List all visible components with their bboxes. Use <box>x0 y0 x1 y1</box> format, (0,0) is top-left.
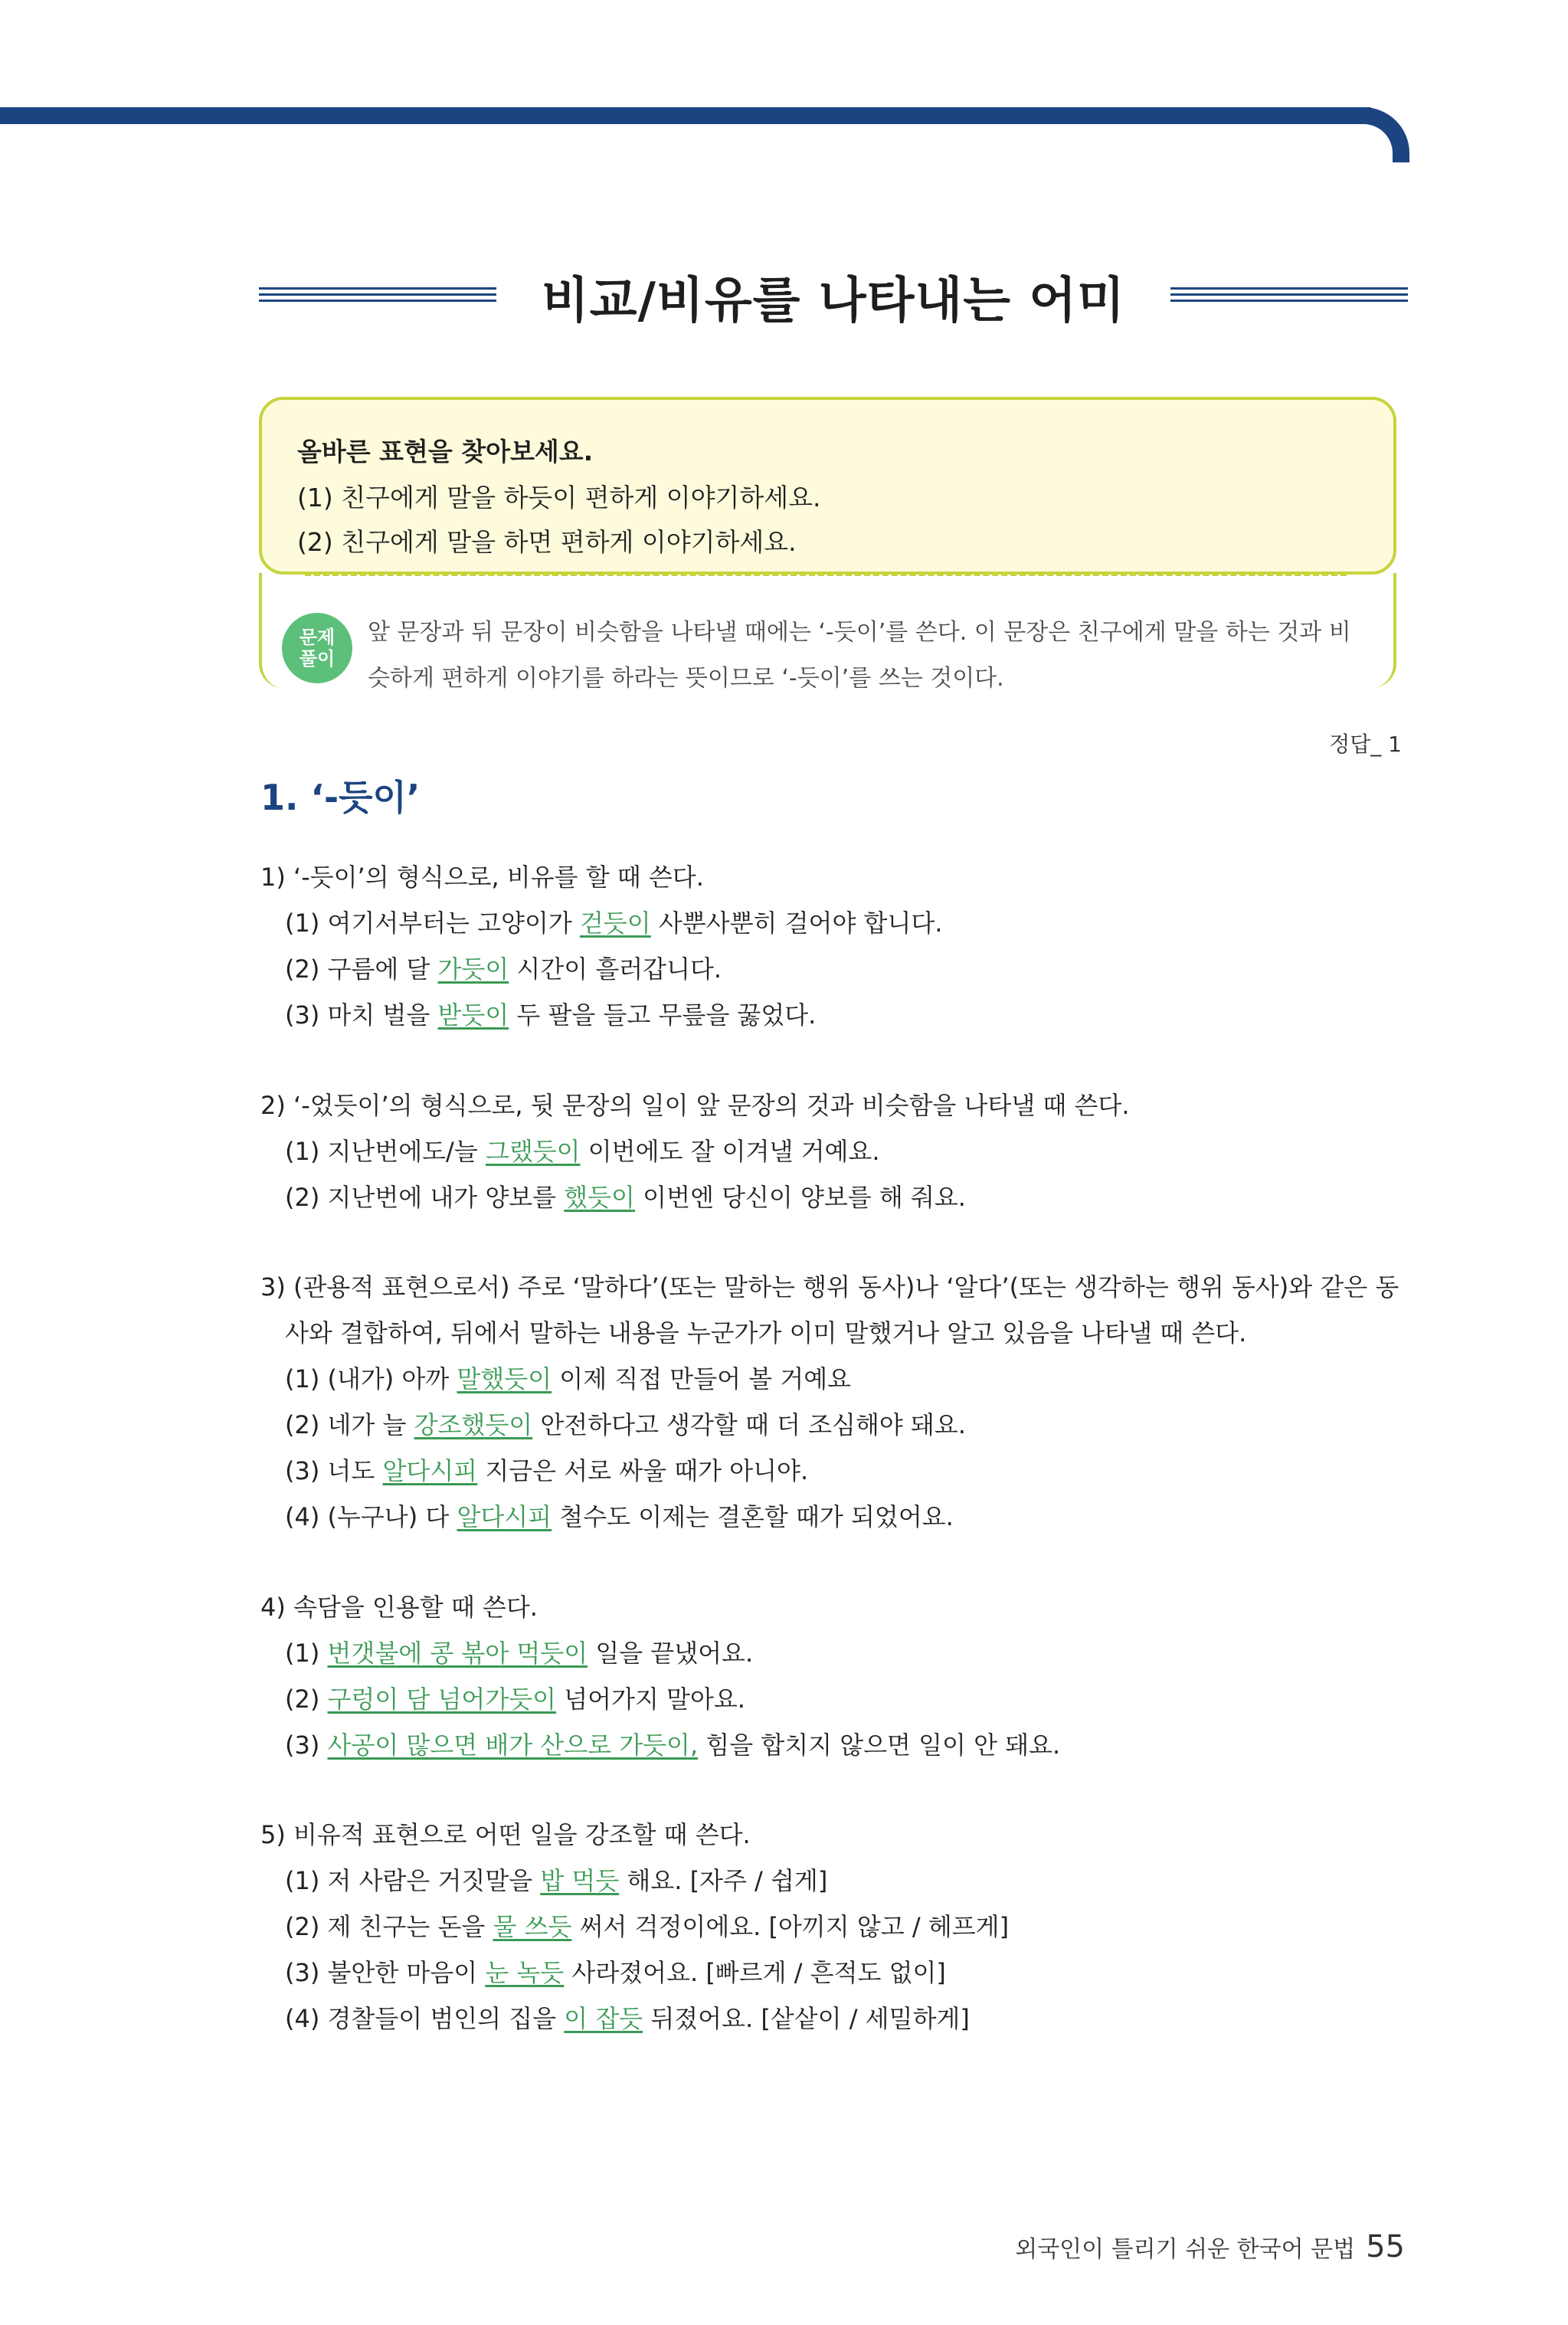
example-sentence <box>285 1953 946 1989</box>
example-sentence <box>285 1634 753 1669</box>
highlighted-expression: 했듯이 <box>564 1183 635 1212</box>
example-sentence <box>285 1178 966 1213</box>
line-text: (4) (누구나) 다 <box>285 1502 457 1531</box>
badge-label-top: 문제 <box>299 627 336 648</box>
line-text: (1) 여기서부터는 고양이가 <box>285 909 580 938</box>
example-sentence <box>285 1999 970 2035</box>
page-number: 55 <box>1366 2229 1405 2264</box>
explanation-line-1: 앞 문장과 뒤 문장이 비슷함을 나타낼 때에는 ‘-듯이’를 쓴다. 이 문장은 친구에게 말을 하는 것과 비 <box>368 619 1351 646</box>
title-rule-right <box>1170 287 1408 304</box>
line-text: (3) 마치 벌을 <box>285 1000 438 1030</box>
dashed-divider <box>305 573 1347 576</box>
highlighted-expression: 받듯이 <box>437 1000 509 1030</box>
line-text: (1) (내가) 아까 <box>285 1364 457 1393</box>
highlighted-expression: 걷듯이 <box>579 909 651 938</box>
question-box <box>259 397 1396 575</box>
highlighted-expression: 밥 먹듯 <box>540 1866 620 1895</box>
question-option-2: (2) 친구에게 말을 하면 편하게 이야기하세요. <box>297 527 797 557</box>
line-text-after: 시간이 흘러갑니다. <box>509 955 722 984</box>
line-text-after: 일을 끝냈어요. <box>588 1639 754 1668</box>
rule-description <box>260 858 704 893</box>
highlighted-expression: 강조했듯이 <box>414 1410 533 1439</box>
highlighted-expression: 가듯이 <box>437 955 509 984</box>
page-title: 비교/비유를 나타내는 어미 <box>541 273 1125 329</box>
highlighted-expression: 그랬듯이 <box>485 1137 581 1166</box>
highlighted-expression: 번갯불에 콩 볶아 먹듯이 <box>327 1639 588 1668</box>
line-text: (3) <box>285 1731 328 1760</box>
line-text: (4) 경찰들이 범인의 집을 <box>285 2004 565 2033</box>
example-sentence <box>285 904 942 939</box>
line-text: (2) 제 친구는 돈을 <box>285 1912 493 1941</box>
line-text: 1) ‘-듯이’의 형식으로, 비유를 할 때 쓴다. <box>260 863 704 892</box>
line-text-after: 뒤졌어요. [샅샅이 / 세밀하게] <box>643 2004 970 2033</box>
line-text: (2) 지난번에 내가 양보를 <box>285 1183 565 1212</box>
rule-description <box>285 1314 1246 1349</box>
answer-label: 정답_ 1 <box>1329 732 1402 757</box>
line-text: (1) 저 사람은 거짓말을 <box>285 1866 541 1895</box>
line-text: (3) 불안한 마음이 <box>285 1958 486 1987</box>
highlighted-expression: 이 잡듯 <box>564 2004 643 2033</box>
example-sentence <box>285 1406 966 1441</box>
line-text-after: 사뿐사뿐히 걸어야 합니다. <box>650 909 943 938</box>
rule-description <box>260 1816 751 1851</box>
question-title: 올바른 표현을 찾아보세요. <box>297 437 594 467</box>
example-sentence <box>285 950 722 985</box>
line-text: 3) (관용적 표현으로서) 주로 ‘말하다’(또는 말하는 행위 동사)나 ‘알다’(또는 생각하는 행위 동사)와 같은 동 <box>260 1272 1399 1302</box>
example-sentence <box>285 996 816 1031</box>
top-bar-curve <box>1356 107 1409 162</box>
line-text: 사와 결합하여, 뒤에서 말하는 내용을 누군가가 이미 말했거나 알고 있음을 나타낼 때 쓴다. <box>285 1318 1247 1348</box>
line-text-after: 써서 걱정이에요. [아끼지 않고 / 헤프게] <box>571 1912 1010 1941</box>
line-text-after: 사라졌어요. [빠르게 / 흔적도 없이] <box>564 1958 946 1987</box>
top-decorative-bar <box>0 107 1371 124</box>
example-sentence <box>285 1907 1009 1943</box>
line-text-after: 이번에도 잘 이겨낼 거예요. <box>580 1137 880 1166</box>
question-option-1: (1) 친구에게 말을 하듯이 편하게 이야기하세요. <box>297 483 821 512</box>
highlighted-expression: 알다시피 <box>382 1456 478 1485</box>
page-footer <box>1015 2229 1405 2264</box>
line-text: (3) 너도 <box>285 1456 383 1485</box>
line-text-after: 두 팔을 들고 무릎을 꿇었다. <box>509 1000 817 1030</box>
line-text-after: 넘어가지 말아요. <box>556 1685 745 1714</box>
book-title: 외국인이 틀리기 쉬운 한국어 문법 <box>1015 2236 1356 2263</box>
highlighted-expression: 눈 녹듯 <box>485 1958 565 1987</box>
line-text-after: 해요. [자주 / 쉽게] <box>619 1866 828 1895</box>
example-sentence <box>285 1862 827 1897</box>
line-text: (1) 지난번에도/늘 <box>285 1137 486 1166</box>
line-text-after: 안전하다고 생각할 때 더 조심해야 돼요. <box>532 1410 966 1439</box>
highlighted-expression: 사공이 많으면 배가 산으로 가듯이, <box>327 1731 699 1760</box>
highlighted-expression: 구렁이 담 넘어가듯이 <box>327 1685 557 1714</box>
highlighted-expression: 말했듯이 <box>457 1364 552 1393</box>
line-text: (2) <box>285 1685 328 1714</box>
line-text-after: 이제 직접 만들어 볼 거예요 <box>552 1364 852 1393</box>
explanation-line-2: 슷하게 편하게 이야기를 하라는 뜻이므로 ‘-듯이’를 쓰는 것이다. <box>368 665 1004 692</box>
example-sentence <box>285 1680 745 1715</box>
line-text: (1) <box>285 1639 328 1668</box>
rule-description <box>260 1268 1399 1303</box>
line-text-after: 철수도 이제는 결혼할 때가 되었어요. <box>552 1502 954 1531</box>
highlighted-expression: 알다시피 <box>457 1502 552 1531</box>
example-sentence <box>285 1360 851 1395</box>
example-sentence <box>285 1452 808 1487</box>
title-area <box>259 257 1408 333</box>
rule-description <box>260 1086 1130 1122</box>
line-text: 2) ‘-었듯이’의 형식으로, 뒷 문장의 일이 앞 문장의 것과 비슷함을 나타낼 때 쓴다. <box>260 1091 1130 1120</box>
example-sentence <box>285 1498 954 1533</box>
line-text: 4) 속담을 인용할 때 쓴다. <box>260 1593 538 1622</box>
example-sentence <box>285 1726 1060 1761</box>
highlighted-expression: 물 쓰듯 <box>493 1912 572 1941</box>
line-text: (2) 네가 늘 <box>285 1410 414 1439</box>
explanation-badge <box>282 613 352 683</box>
line-text: (2) 구름에 달 <box>285 955 438 984</box>
line-text-after: 힘을 합치지 않으면 일이 안 돼요. <box>698 1731 1061 1760</box>
badge-label-bottom: 풀이 <box>299 648 336 670</box>
line-text-after: 이번엔 당신이 양보를 해 줘요. <box>634 1183 966 1212</box>
line-text-after: 지금은 서로 싸울 때가 아니야. <box>477 1456 809 1485</box>
example-sentence <box>285 1132 880 1167</box>
section-title: 1. ‘-듯이’ <box>260 777 421 818</box>
rule-description <box>260 1588 538 1623</box>
line-text: 5) 비유적 표현으로 어떤 일을 강조할 때 쓴다. <box>260 1820 751 1849</box>
